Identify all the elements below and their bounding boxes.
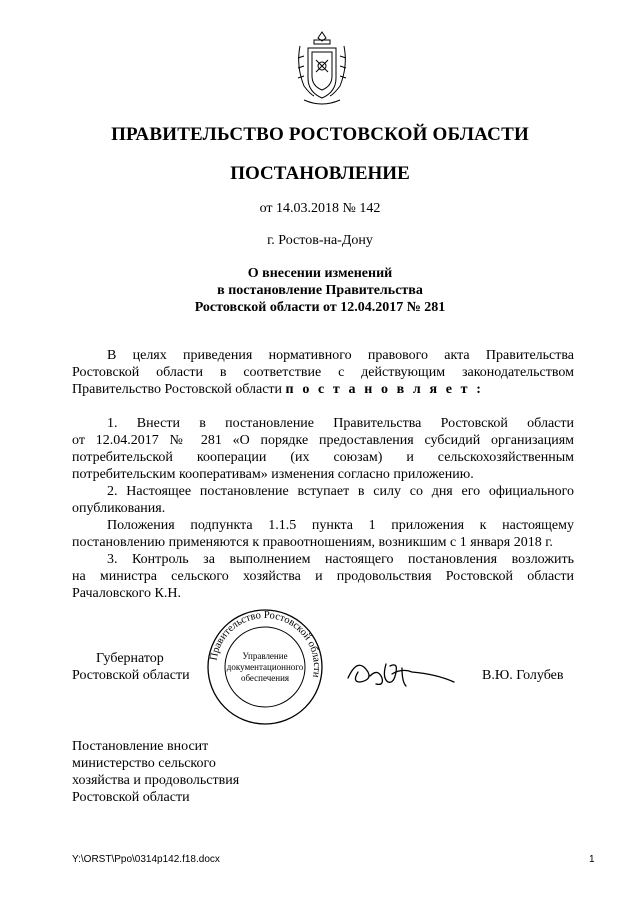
item1-line: 1. Внести в постановление Правительства Ростовской области bbox=[107, 416, 574, 431]
submitter-line: Постановление вносит bbox=[72, 739, 209, 754]
file-path: Y:\ORST\Ppo\0314p142.f18.docx bbox=[72, 854, 220, 865]
resolve-word: п о с т а н о в л я е т : bbox=[285, 382, 484, 397]
signer-title: Ростовской области bbox=[72, 668, 190, 683]
coat-of-arms-icon bbox=[294, 30, 350, 108]
preamble-line bbox=[72, 381, 574, 398]
stamp-inner-line: документационного bbox=[226, 662, 304, 672]
subject-line: в постановление Правительства bbox=[217, 283, 423, 298]
item2-line: 2. Настоящее постановление вступает в силу со дня его официального bbox=[107, 484, 574, 499]
page-number: 1 bbox=[589, 854, 595, 865]
subject-line: Ростовской области от 12.04.2017 № 281 bbox=[194, 300, 446, 315]
handwritten-signature bbox=[340, 648, 460, 698]
subject-line: О внесении изменений bbox=[247, 266, 393, 281]
stamp-ring-text: Правительство Ростовской области bbox=[208, 609, 323, 679]
stamp-inner-line: обеспечения bbox=[240, 673, 290, 683]
item2-line: опубликования. bbox=[72, 501, 166, 516]
item3-line: 3. Контроль за выполнением настоящего постановления возложить bbox=[107, 552, 574, 567]
submitter-line: министерство сельского bbox=[72, 756, 216, 771]
item1-line: от 12.04.2017 № 281 «О порядке предоставления субсидий организациям bbox=[72, 433, 574, 448]
preamble-text: Правительство Ростовской области bbox=[72, 382, 286, 397]
preamble-line: В целях приведения нормативного правового акта Правительства bbox=[107, 348, 574, 363]
city: г. Ростов-на-Дону bbox=[267, 233, 373, 248]
signer-title: Губернатор bbox=[96, 651, 164, 666]
item2-note-line: Положения подпункта 1.1.5 пункта 1 приложения к настоящему bbox=[107, 518, 574, 533]
submitter-line: Ростовской области bbox=[72, 790, 190, 805]
item3-line: Рачаловского К.Н. bbox=[72, 586, 181, 601]
official-stamp bbox=[205, 607, 325, 727]
preamble-line: Ростовской области в соответствие с действующим законодательством bbox=[72, 365, 574, 380]
item1-line: потребительской кооперации (их союзам) и сельскохозяйственным bbox=[72, 450, 574, 465]
date-and-number: от 14.03.2018 № 142 bbox=[259, 201, 381, 216]
signer-name: В.Ю. Голубев bbox=[482, 668, 564, 683]
document-type: ПОСТАНОВЛЕНИЕ bbox=[230, 163, 410, 184]
item1-line: потребительским кооперативам» изменения согласно приложению. bbox=[72, 467, 474, 482]
item3-line: на министра сельского хозяйства и продовольствия Ростовской области bbox=[72, 569, 574, 584]
submitter-line: хозяйства и продовольствия bbox=[72, 773, 240, 788]
stamp-inner-line: Управление bbox=[242, 651, 288, 661]
item2-note-line: постановлению применяются к правоотношениям, возникшим с 1 января 2018 г. bbox=[72, 535, 553, 550]
government-name: ПРАВИТЕЛЬСТВО РОСТОВСКОЙ ОБЛАСТИ bbox=[111, 124, 529, 145]
